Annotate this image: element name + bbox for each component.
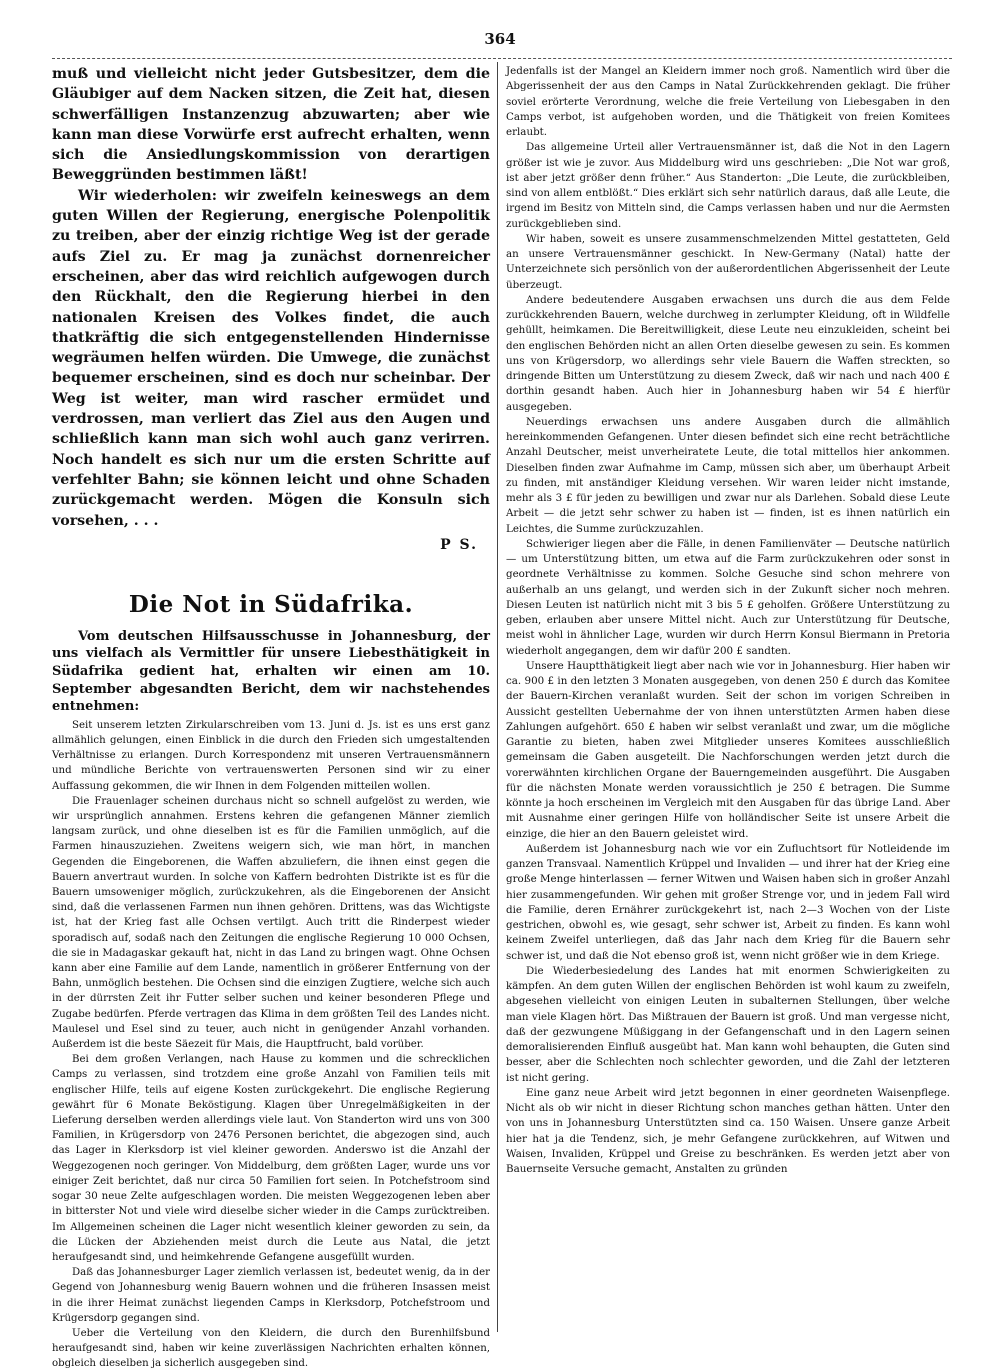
article-paragraph: Außerdem ist Johannesburg nach wie vor ein Zufluchtsort für Notleidende im ganzen Transvaal. Namentlich Krüppel und Invaliden — und ihrer hat der Krieg eine große Menge hinterlassen — ferner Witwen und Waisen haben sich in großer Anzahl hier zusammengefunden. Wir gehen mit großer Strenge vor, und in jedem Fall wird die Familie, deren Ernährer zurückgekehrt ist, nach 2—3 Wochen von der Liste gestrichen, obwohl es, wie gesagt, sehr schwer ist, Arbeit zu finden. Es kann wohl keinem Zweifel unterliegen, daß das Jahr nach dem Krieg für die Bauern sehr schwer ist, und daß die Not ebenso groß ist, wenn nicht größer wie in dem Kriege. bbox=[506, 842, 950, 962]
article-paragraph: Die Frauenlager scheinen durchaus nicht so schnell aufgelöst zu werden, wie wir ursprünglich annahmen. Erstens kehren die gefangenen Männer ziemlich langsam zurück, und ohne dieselben ist es für die Familien unmöglich, auf die Farmen hinauszuziehen. Zweitens weigern sich, wie man hört, in manchen Gegenden die Eingeborenen, die Waffen abzuliefern, die ihnen einst gegen die Bauern anvertraut wurden. In solche von Kaffern bedrohten Distrikte ist es für die Bauern umsoweniger möglich, zurückzukehren, als die Eingeborenen der Ansicht sind, daß die verlassenen Farmen nun ihnen gehören. Drittens, was das Wichtigste ist, hat der Krieg fast alle Ochsen vertilgt. Auch tritt die Rinderpest wieder sporadisch auf, sodaß nach den Zeitungen die englische Regierung 10 000 Ochsen, die sie in Madagaskar gekauft hat, nicht in das Land zu bringen wagt. Ohne Ochsen kann aber eine Familie auf dem Lande, namentlich in größerer Entfernung von der Bahn, unmöglich bestehen. Die Ochsen sind die einzigen Zugtiere, welche sich auch in der dürrsten Zeit ihr Futter selber suchen und keiner besonderen Pflege und Zugabe bedürfen. Pferde vertragen das Klima in dem größten Teil des Landes nicht. Maulesel und Esel sind zu teuer, auch nicht in genügender Anzahl vorhanden. Außerdem ist die beste Säezeit für Mais, die Hauptfrucht, bald vorüber. bbox=[52, 795, 490, 1051]
article-paragraph: Seit unserem letzten Zirkularschreiben vom 13. Juni d. Js. ist es uns erst ganz allmählich gelungen, einen Einblick in die durch den Frieden sich umgestaltenden Verhältnisse zu erlangen. Durch Korrespondenz mit unseren Vertrauensmännern und mündliche Berichte von vertrauenswerten Personen sind wir zu einer Auffassung gekommen, die wir Ihnen in dem Folgenden mitteilen wollen. bbox=[52, 719, 490, 792]
article-paragraph: Das allgemeine Urteil aller Vertrauensmänner ist, daß die Not in den Lagern größer ist wie je zuvor. Aus Middelburg wird uns geschrieben: „Die Not war groß, ist aber jetzt größer denn früher.“ Aus Standerton: „Die Leute, die zurückbleiben, sind von allem entblößt.“ Dies erklärt sich sehr natürlich daraus, daß alle Leute, die irgend im Besitz von Mitteln sind, die Camps verlassen haben und nur die Aermsten zurückgeblieben sind. bbox=[506, 141, 950, 230]
article-paragraph: Ueber die Verteilung von den Kleidern, die durch den Burenhilfsbund heraufgesandt sind, haben wir keine zuverlässigen Nachrichten erhalten können, obgleich dieselben ja sicherlich ausgegeben sind. bbox=[52, 1327, 490, 1370]
left-column bbox=[52, 64, 490, 1370]
article-paragraph: Eine ganz neue Arbeit wird jetzt begonnen in einer geordneten Waisenpflege. Nicht als ob wir nicht in dieser Richtung schon manches gethan hätten. Unter den von uns in Johannesburg Unterstützten sind ca. 150 Waisen. Unsere ganze Arbeit hier hat ja die Tendenz, sich, je mehr Gefangene zurückkehren, auf Witwen und Waisen, Invaliden, Krüppel und Greise zu beschränken. Es werden jetzt aber von Bauernseite Versuche gemacht, Anstalten zu gründen bbox=[506, 1086, 950, 1175]
article-intro: Vom deutschen Hilfsausschusse in Johannesburg, der uns vielfach als Vermittler für unsere Liebesthätigkeit in Südafrika gedient hat, erhalten wir einen am 10. September abgesandten Bericht, dem wir nachstehendes entnehmen: bbox=[52, 628, 490, 715]
column-divider bbox=[497, 62, 498, 1332]
article-paragraph: Andere bedeutendere Ausgaben erwachsen uns durch die aus dem Felde zurückkehrenden Bauern, welche durchweg in zerlumpter Kleidung, oft in Wildfelle gehüllt, heimkamen. Die Bereitwilligkeit, diese Leute neu einzukleiden, scheint bei den englischen Behörden nicht an allen Orten dieselbe gewesen zu sein. Es kommen uns von Krügersdorp, wo allerdings sehr viele Bauern die Waffen streckten, so dringende Bitten um Unterstützung zu diesem Zweck, daß wir nach und nach 400 £ dorthin gesandt haben. Auch hier in Johannesburg haben wir 54 £ hierfür ausgegeben. bbox=[506, 293, 950, 413]
author-signature: P S. bbox=[440, 536, 478, 553]
article-paragraph: Neuerdings erwachsen uns andere Ausgaben durch die allmählich hereinkommenden Gefangenen. Unter diesen befindet sich eine recht beträchtliche Anzahl Deutscher, meist unverheiratete Leute, die total mittellos hier ankommen. Dieselben finden zwar Aufnahme im Camp, müssen sich aber, um überhaupt Arbeit zu finden, mit anständiger Kleidung versehen. Wir waren leider nicht imstande, mehr als 3 £ für jeden zu bewilligen und zwar nur als Darlehen. Sobald diese Leute Arbeit — die jetzt sehr schwer zu haben ist — finden, ist es ihnen natürlich ein Leichtes, die Summe zurückzuzahlen. bbox=[506, 415, 950, 535]
article-paragraph: Daß das Johannesburger Lager ziemlich verlassen ist, bedeutet wenig, da in der Gegend von Johannesburg wenig Bauern wohnen und die früheren Insassen meist in die ihrer Heimat zunächst liegenden Camps in Klerksdorp, Potchefstroom und Krügersdorp gegangen sind. bbox=[52, 1267, 490, 1324]
page-number: 364 bbox=[484, 30, 516, 48]
header-rule bbox=[52, 58, 952, 59]
article-paragraph: Jedenfalls ist der Mangel an Kleidern immer noch groß. Namentlich wird über die Abgerissenheit der aus den Camps in Natal Zurückkehrenden geklagt. Die früher soviel erörterte Verordnung, welche die freie Verteilung von Liebesgaben in den Camps verbot, ist aufgehoben worden, und die Thätigkeit von freien Komitees erlaubt. bbox=[506, 65, 950, 138]
article-paragraph: Schwieriger liegen aber die Fälle, in denen Familienväter — Deutsche natürlich — um Unterstützung bitten, um etwa auf die Farm zurückzukehren oder sonst in geordnete Verhältnisse zu kommen. Solche Gesuche sind schon mehrere von außerhalb an uns gelangt, und werden sich in der Zukunft sicher noch mehren. Diesen Leuten ist natürlich nicht mit 3 bis 5 £ geholfen. Größere Unterstützung zu geben, erlauben aber unsere Mittel nicht. Auch zur Unterstützung für Deutsche, meist wohl in ähnlicher Lage, wurden wir durch Herrn Konsul Biermann in Pretoria wiederholt angegangen, dem wir dafür 200 £ sandten. bbox=[506, 537, 950, 657]
lead-paragraph: Wir wiederholen: wir zweifeln keineswegs an dem guten Willen der Regierung, energische Polenpolitik zu treiben, aber der einzig richtige Weg ist der gerade aufs Ziel zu. Er mag ja zunächst dornenreicher erscheinen, aber das wird reichlich aufgewogen durch den Rückhalt, den die Regierung hierbei in den nationalen Kreisen des Volkes findet, die auch thatkräftig die sich entgegenstellenden Hindernisse wegräumen helfen würden. Die Umwege, die zunächst bequemer erscheinen, sind es doch nur scheinbar. Der Weg ist weiter, man wird rascher ermüdet und verdrossen, man verliert das Ziel aus den Augen und schließlich kann man sich wohl auch ganz verirren. Noch handelt es sich nur um die ersten Schritte auf verfehlter Bahn; sie können leicht und ohne Schaden zurückgemacht werden. Mögen die Konsuln sich vorsehen, . . . bbox=[52, 187, 490, 529]
article-paragraph: Wir haben, soweit es unsere zusammenschmelzenden Mittel gestatteten, Geld an unsere Vertrauensmänner geschickt. In New-Germany (Natal) hatte der Unterzeichnete sich persönlich von der außerordentlichen Abgerissenheit der Leute überzeugt. bbox=[506, 232, 950, 291]
article-paragraph: Bei dem großen Verlangen, nach Hause zu kommen und die schrecklichen Camps zu verlassen, sind trotzdem eine große Anzahl von Familien teils mit englischer Hilfe, teils auf eigene Kosten zurückgekehrt. Die englische Regierung gewährt für 6 Monate Beköstigung. Klagen über Unregelmäßigkeiten in der Lieferung derselben werden allerdings viele laut. Von Standerton wird uns von 300 Familien, in Krügersdorp von 2476 Personen berichtet, die abgezogen sind, auch das Lager in Klerksdorp ist viel kleiner geworden. Anderswo ist die Anzahl der Weggezogenen noch geringer. Von Middelburg, dem größten Lager, wurde uns vor einiger Zeit berichtet, daß nur circa 50 Familien fort seien. In Potchefstroom sind sogar 30 neue Zelte aufgeschlagen worden. Die meisten Weggezogenen leben aber in bitterster Not und viele wird dieselbe sicher wieder in die Camps zurücktreiben. Im Allgemeinen scheinen die Lager nicht wesentlich kleiner geworden zu sein, da die Lücken der Abziehenden meist durch die Leute aus Natal, die jetzt heraufgesandt sind, und heimkehrende Gefangene ausgefüllt wurden. bbox=[52, 1054, 490, 1263]
article-paragraph: Unsere Hauptthätigkeit liegt aber nach wie vor in Johannesburg. Hier haben wir ca. 900 £ in den letzten 3 Monaten ausgegeben, von denen 250 £ durch das Komitee der Bauern-Kirchen veranlaßt wurden. Seit der schon im vorigen Schreiben in Aussicht gestellten Uebernahme der von ihnen unterstützten Armen haben diese Zahlungen aufgehört. 650 £ haben wir selbst veranlaßt und zwar, um die mögliche Garantie zu bieten, haben zwei Mitglieder unseres Komitees ausschließlich gemeinsam die Gaben ausgeteilt. Die Nachforschungen werden jetzt durch die vorerwähnten kirchlichen Organe der Bauerngemeinden ausgeführt. Die Ausgaben für die nächsten Monate werden voraussichtlich je 250 £ betragen. Die Summe könnte ja hoch erscheinen im Vergleich mit den Ausgaben für das übrige Land. Aber mit Ausnahme einer geringen Hilfe von holländischer Seite ist unsere Arbeit die einzige, die hier an den Bauern geleistet wird. bbox=[506, 659, 950, 840]
article-paragraph: Die Wiederbesiedelung des Landes hat mit enormen Schwierigkeiten zu kämpfen. An dem guten Willen der englischen Behörden ist wohl kaum zu zweifeln, abgesehen vielleicht von einigen Leuten in subalternen Stellungen, über welche man viele Klagen hört. Das Mißtrauen der Bauern ist groß. Und man vergesse nicht, daß der gezwungene Müßiggang in der Gefangenschaft und in den Lagern seinen demoralisierenden Einfluß ausgeübt hat. Man kann wohl behaupten, die Guten sind besser, aber die Schlechten noch schlechter geworden, und die Zahl der letzteren ist nicht gering. bbox=[506, 964, 950, 1084]
section-title: Die Not in Südafrika. bbox=[128, 590, 414, 618]
lead-paragraph: muß und vielleicht nicht jeder Gutsbesitzer, dem die Gläubiger auf dem Nacken sitzen, die Zeit hat, diesen schwerfälligen Instanzenzug abzuwarten; aber wie kann man diese Vorwürfe erst aufrecht erhalten, wenn sich die Ansiedlungskommission von derartigen Beweggründen bestimmen läßt! bbox=[52, 66, 490, 184]
right-column bbox=[506, 64, 950, 1332]
